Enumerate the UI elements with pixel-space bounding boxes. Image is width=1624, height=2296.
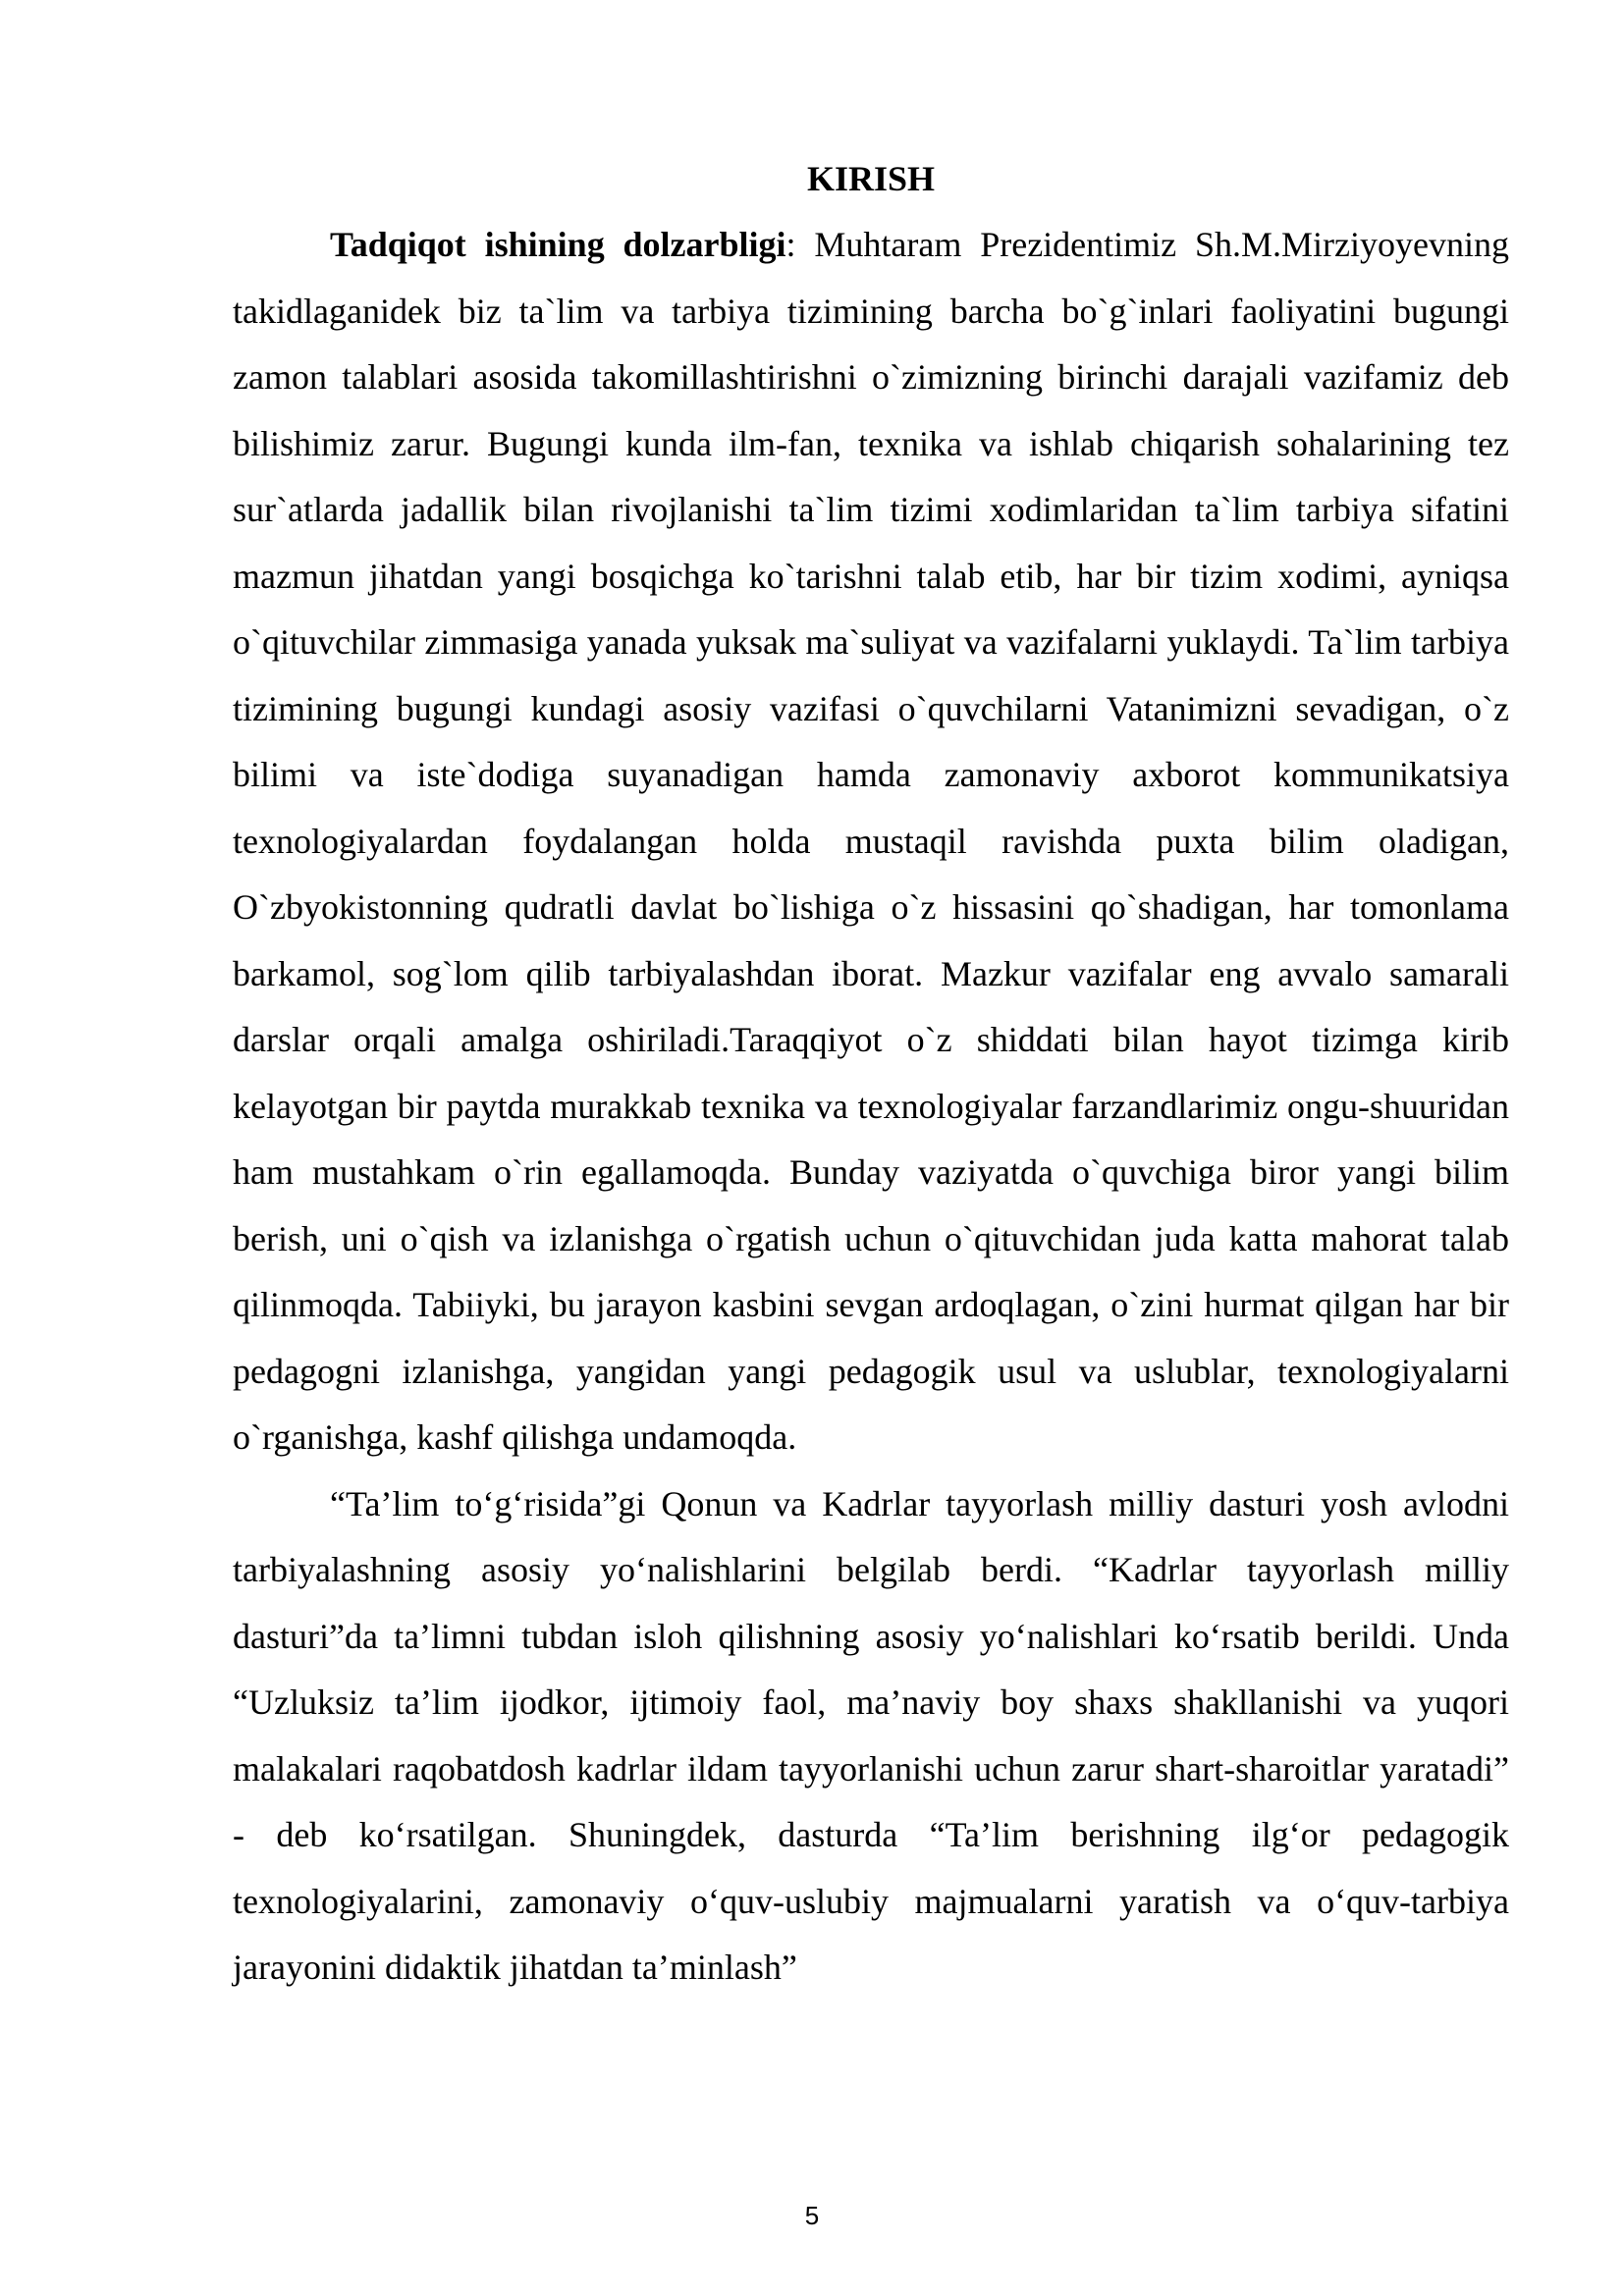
paragraph-lead-suffix: :	[785, 225, 796, 264]
paragraph-relevance	[233, 212, 1509, 1471]
section-title: KIRISH	[806, 159, 936, 198]
page-number: 5	[804, 2201, 820, 2230]
paragraph-text: “Ta’lim to‘g‘risida”gi Qonun va Kadrlar tayyorlash milliy dasturi yosh avlodni tarbiyalashning asosiy yo‘nalishlarini belgilab berdi. “Kadrlar tayyorlash milliy dasturi”da ta’limni tubdan isloh qilishning asosiy yo‘nalishlari ko‘rsatib berildi. Unda “Uzluksiz ta’lim ijodkor, ijtimoiy faol, ma’naviy boy shaxs shakllanishi va yuqori malakalari raqobatdosh kadrlar ildam tayyorlanishi uchun zarur shart-sharoitlar yaratadi” - deb ko‘rsatilgan. Shuningdek, dasturda “Ta’lim berishning ilg‘or pedagogik texnologiyalarini, zamonaviy o‘quv-uslubiy majmualarni yaratish va o‘quv-tarbiya jarayonini didaktik jihatdan ta’minlash”	[233, 1483, 1509, 1987]
paragraph-lead: Tadqiqot ishining dolzarbligi	[330, 225, 786, 264]
paragraph-law	[233, 1471, 1509, 2002]
paragraph-text: Muhtaram Prezidentimiz Sh.M.Mirziyoyevning takidlaganidek biz ta`lim va tarbiya tizimining barcha bo`g`inlari faoliyatini bugungi zamon talablari asosida takomillashtirishni o`zimizning birinchi darajali vazifamiz deb bilishimiz zarur. Bugungi kunda ilm-fan, texnika va ishlab chiqarish sohalarining tez sur`atlarda jadallik bilan rivojlanishi ta`lim tizimi xodimlaridan ta`lim tarbiya sifatini mazmun jihatdan yangi bosqichga ko`tarishni talab etib, har bir tizim xodimi, ayniqsa o`qituvchilar zimmasiga yanada yuksak ma`suliyat va vazifalarni yuklaydi. Ta`lim tarbiya tizimining bugungi kundagi asosiy vazifasi o`quvchilarni Vatanimizni sevadigan, o`z bilimi va iste`dodiga suyanadigan hamda zamonaviy axborot kommunikatsiya texnologiyalardan foydalangan holda mustaqil ravishda puxta bilim oladigan, O`zbyokistonning qudratli davlat bo`lishiga o`z hissasini qo`shadigan, har tomonlama barkamol, sog`lom qilib tarbiyalashdan iborat. Mazkur vazifalar eng avvalo samarali darslar orqali amalga oshiriladi.Taraqqiyot o`z shiddati bilan hayot tizimga kirib kelayotgan bir paytda murakkab texnika va texnologiyalar farzandlarimiz ongu-shuuridan ham mustahkam o`rin egallamoqda. Bunday vaziyatda o`quvchiga biror yangi bilim berish, uni o`qish va izlanishga o`rgatish uchun o`qituvchidan juda katta mahorat talab qilinmoqda. Tabiiyki, bu jarayon kasbini sevgan ardoqlagan, o`zini hurmat qilgan har bir pedagogni izlanishga, yangidan yangi pedagogik usul va uslublar, texnologiyalarni o`rganishga, kashf qilishga undamoqda.	[233, 225, 1509, 1457]
page-content	[233, 145, 1509, 2002]
